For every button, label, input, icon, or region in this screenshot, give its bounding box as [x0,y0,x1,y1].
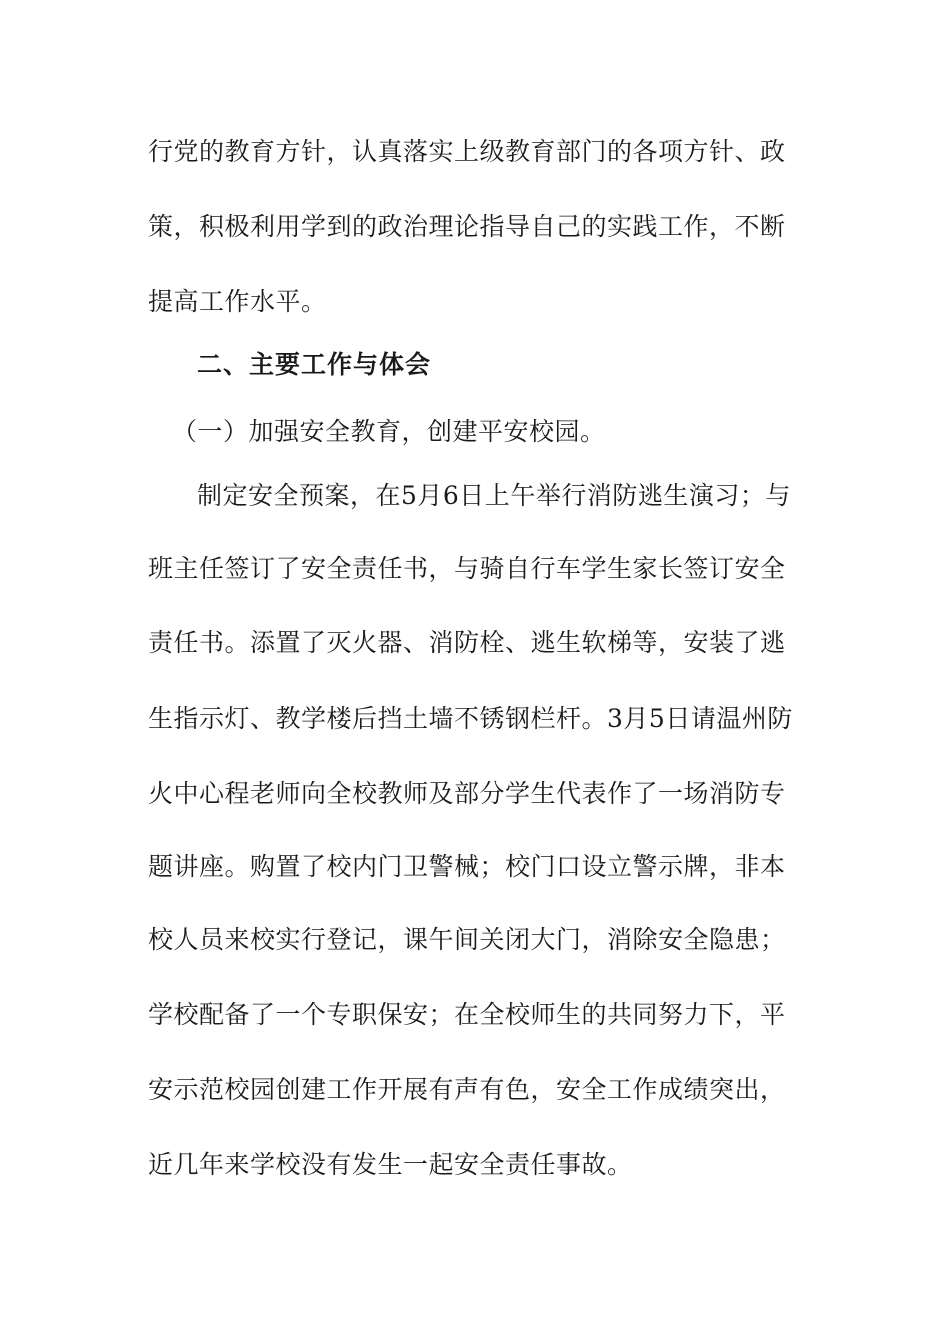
paragraph-line: 学校配备了一个专职保安；在全校师生的共同努力下，平 [148,1000,786,1029]
paragraph-line: 策，积极利用学到的政治理论指导自己的实践工作，不断 [148,212,786,241]
paragraph-line: 近几年来学校没有发生一起安全责任事故。 [148,1150,633,1179]
subsection-heading: （一）加强安全教育，创建平安校园。 [172,417,606,446]
paragraph-line: 校人员来校实行登记，课午间关闭大门，消除安全隐患； [148,925,786,954]
paragraph-line: 班主任签订了安全责任书，与骑自行车学生家长签订安全 [148,554,786,583]
paragraph-line: 火中心程老师向全校教师及部分学生代表作了一场消防专 [148,779,786,808]
section-heading: 二、主要工作与体会 [197,350,432,379]
paragraph-line: 行党的教育方针，认真落实上级教育部门的各项方针、政 [148,137,786,166]
paragraph-line: 题讲座。购置了校内门卫警械；校门口设立警示牌，非本 [148,852,786,881]
paragraph-line: 责任书。添置了灭火器、消防栓、逃生软梯等，安装了逃 [148,628,786,657]
paragraph-line: 制定安全预案，在5月6日上午举行消防逃生演习；与 [197,481,791,510]
paragraph-line: 生指示灯、教学楼后挡土墙不锈钢栏杆。3月5日请温州防 [148,704,793,733]
paragraph-line: 提高工作水平。 [148,287,327,316]
paragraph-line: 安示范校园创建工作开展有声有色，安全工作成绩突出， [148,1075,786,1104]
